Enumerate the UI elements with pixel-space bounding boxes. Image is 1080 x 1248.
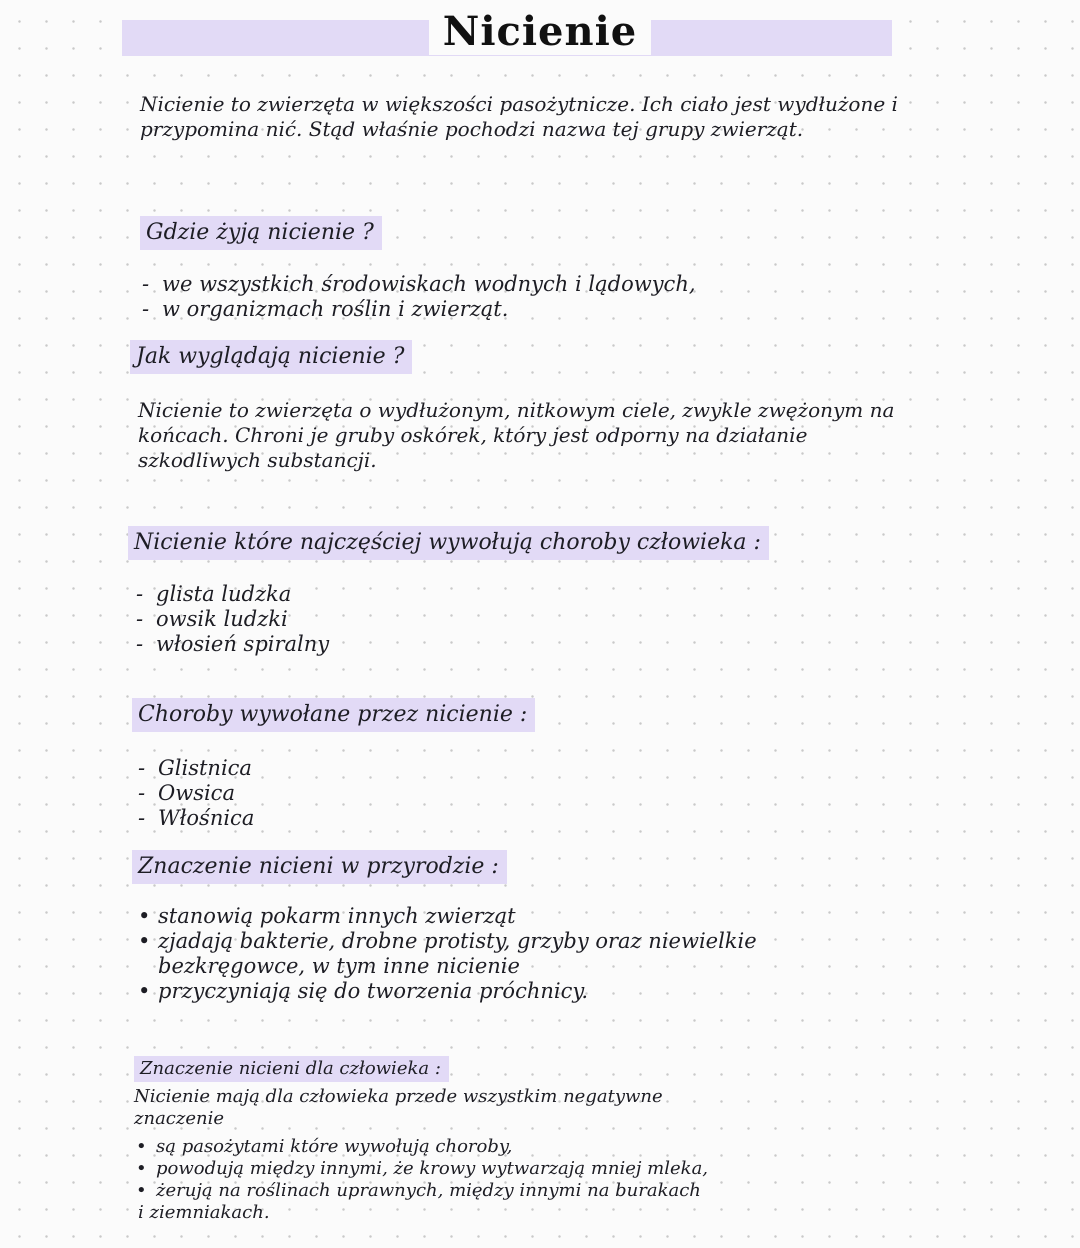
list-item: • stanowią pokarm innych zwierząt <box>136 904 757 929</box>
list-item: • żerują na roślinach uprawnych, między innymi na burakach <box>134 1180 708 1202</box>
page-title-wrap <box>0 8 1080 55</box>
appearance-paragraph: Nicienie to zwierzęta o wydłużonym, nitkowym ciele, zwykle zwężonym na końcach. Chroni je gruby oskórek, który jest odporny na działanie szkodliwych substancji. <box>138 398 895 472</box>
list-item: - glista ludzka <box>134 582 329 607</box>
human-text-line: Nicienie mają dla człowieka przede wszystkim negatywne <box>134 1086 663 1107</box>
list-item: - owsik ludzki <box>134 607 329 632</box>
list-item: • powodują między innymi, że krowy wytwarzają mniej mleka, <box>134 1158 708 1180</box>
parasites-list <box>134 582 329 657</box>
human-list <box>134 1136 708 1224</box>
list-item: - w organizmach roślin i zwierząt. <box>140 297 696 322</box>
heading-appearance: Jak wyglądają nicienie ? <box>130 340 412 374</box>
heading-diseases: Choroby wywołane przez nicienie : <box>132 698 535 732</box>
list-item: - Glistnica <box>136 756 254 781</box>
page-title: Nicienie <box>429 8 651 55</box>
heading-parasites: Nicienie które najczęściej wywołują choroby człowieka : <box>128 526 769 560</box>
nature-list <box>136 904 757 1004</box>
heading-human: Znaczenie nicieni dla człowieka : <box>134 1056 449 1082</box>
list-item: • zjadają bakterie, drobne protisty, grzyby oraz niewielkie <box>136 929 757 954</box>
list-item: • przyczyniają się do tworzenia próchnicy. <box>136 979 757 1004</box>
human-paragraph <box>134 1086 894 1130</box>
list-item: - Owsica <box>136 781 254 806</box>
human-text-line: znaczenie <box>134 1108 225 1129</box>
list-item: - we wszystkich środowiskach wodnych i lądowych, <box>140 272 696 297</box>
list-item: - Włośnica <box>136 806 254 831</box>
heading-habitat: Gdzie żyją nicienie ? <box>140 216 382 250</box>
diseases-list <box>136 756 254 831</box>
list-item-continuation: i ziemniakach. <box>138 1202 270 1223</box>
heading-nature: Znaczenie nicieni w przyrodzie : <box>132 850 507 884</box>
list-item-continuation: bezkręgowce, w tym inne nicienie <box>158 954 520 978</box>
intro-paragraph: Nicienie to zwierzęta w większości pasożytnicze. Ich ciało jest wydłużone i przypomina nić. Stąd właśnie pochodzi nazwa tej grupy zwierząt. <box>140 92 898 141</box>
list-item: • są pasożytami które wywołują choroby, <box>134 1136 708 1158</box>
list-item: - włosień spiralny <box>134 632 329 657</box>
habitat-list <box>140 272 696 322</box>
